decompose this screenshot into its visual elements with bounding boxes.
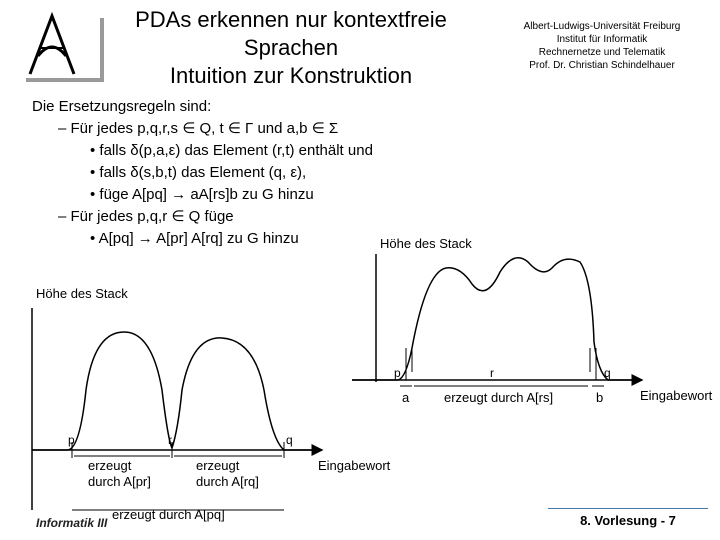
rule-item: • falls δ(p,a,ε) das Element (r,t) enthält und [90, 142, 373, 159]
institution-line: Institut für Informatik [556, 34, 648, 45]
right-label-b: b [596, 390, 604, 405]
right-middle-label: erzeugt durch A[rs] [444, 390, 554, 405]
left-label-q: q [286, 433, 293, 447]
left-label-r: r [168, 433, 172, 447]
right-label-q: q [604, 366, 611, 380]
title-line-1: PDAs erkennen nur kontextfreie [135, 7, 447, 32]
left-label-p: p [68, 433, 75, 447]
right-stack-curve [352, 258, 642, 380]
title-line-2: Sprachen [243, 35, 339, 60]
slide-title [108, 6, 474, 90]
right-label-a: a [402, 390, 410, 405]
institution-line: Rechnernetze und Telematik [538, 47, 666, 58]
institution-line: Prof. Dr. Christian Schindelhauer [529, 60, 675, 71]
left-y-axis-label: Höhe des Stack [36, 286, 128, 301]
left-segment-label-pr: erzeugt durch A[pr] [88, 458, 151, 489]
rules-heading: Die Ersetzungsregeln sind: [32, 98, 212, 115]
left-stack-curve [32, 332, 320, 450]
institution-block [496, 20, 708, 72]
footer-page: 8. Vorlesung - 7 [548, 508, 708, 528]
left-x-axis-label: Eingabewort [318, 458, 391, 473]
rule-item: • falls δ(s,b,t) das Element (q, ε), [90, 164, 307, 181]
left-segment-label-rq: erzeugt durch A[rq] [196, 458, 259, 489]
university-logo [22, 8, 108, 84]
rules-text [32, 96, 373, 250]
right-x-axis-label: Eingabewort [640, 388, 713, 403]
footer-course: Informatik III [36, 516, 108, 530]
institution-line: Albert-Ludwigs-Universität Freiburg [523, 21, 681, 32]
rule-item: • A[pq] → A[pr] A[rq] zu G hinzu [90, 230, 299, 247]
left-bottom-label: erzeugt durch A[pq] [112, 507, 225, 522]
rule-item: – Für jedes p,q,r ∈ Q füge [58, 208, 234, 225]
right-label-p: p [394, 366, 401, 380]
rule-item: • füge A[pq] → aA[rs]b zu G hinzu [90, 186, 314, 203]
rule-item: – Für jedes p,q,r,s ∈ Q, t ∈ Γ und a,b ∈ Σ [58, 120, 339, 137]
right-stack-diagram [346, 232, 720, 412]
right-label-r: r [490, 366, 494, 380]
right-y-axis-label: Höhe des Stack [380, 236, 472, 251]
title-line-3: Intuition zur Konstruktion [169, 63, 413, 88]
